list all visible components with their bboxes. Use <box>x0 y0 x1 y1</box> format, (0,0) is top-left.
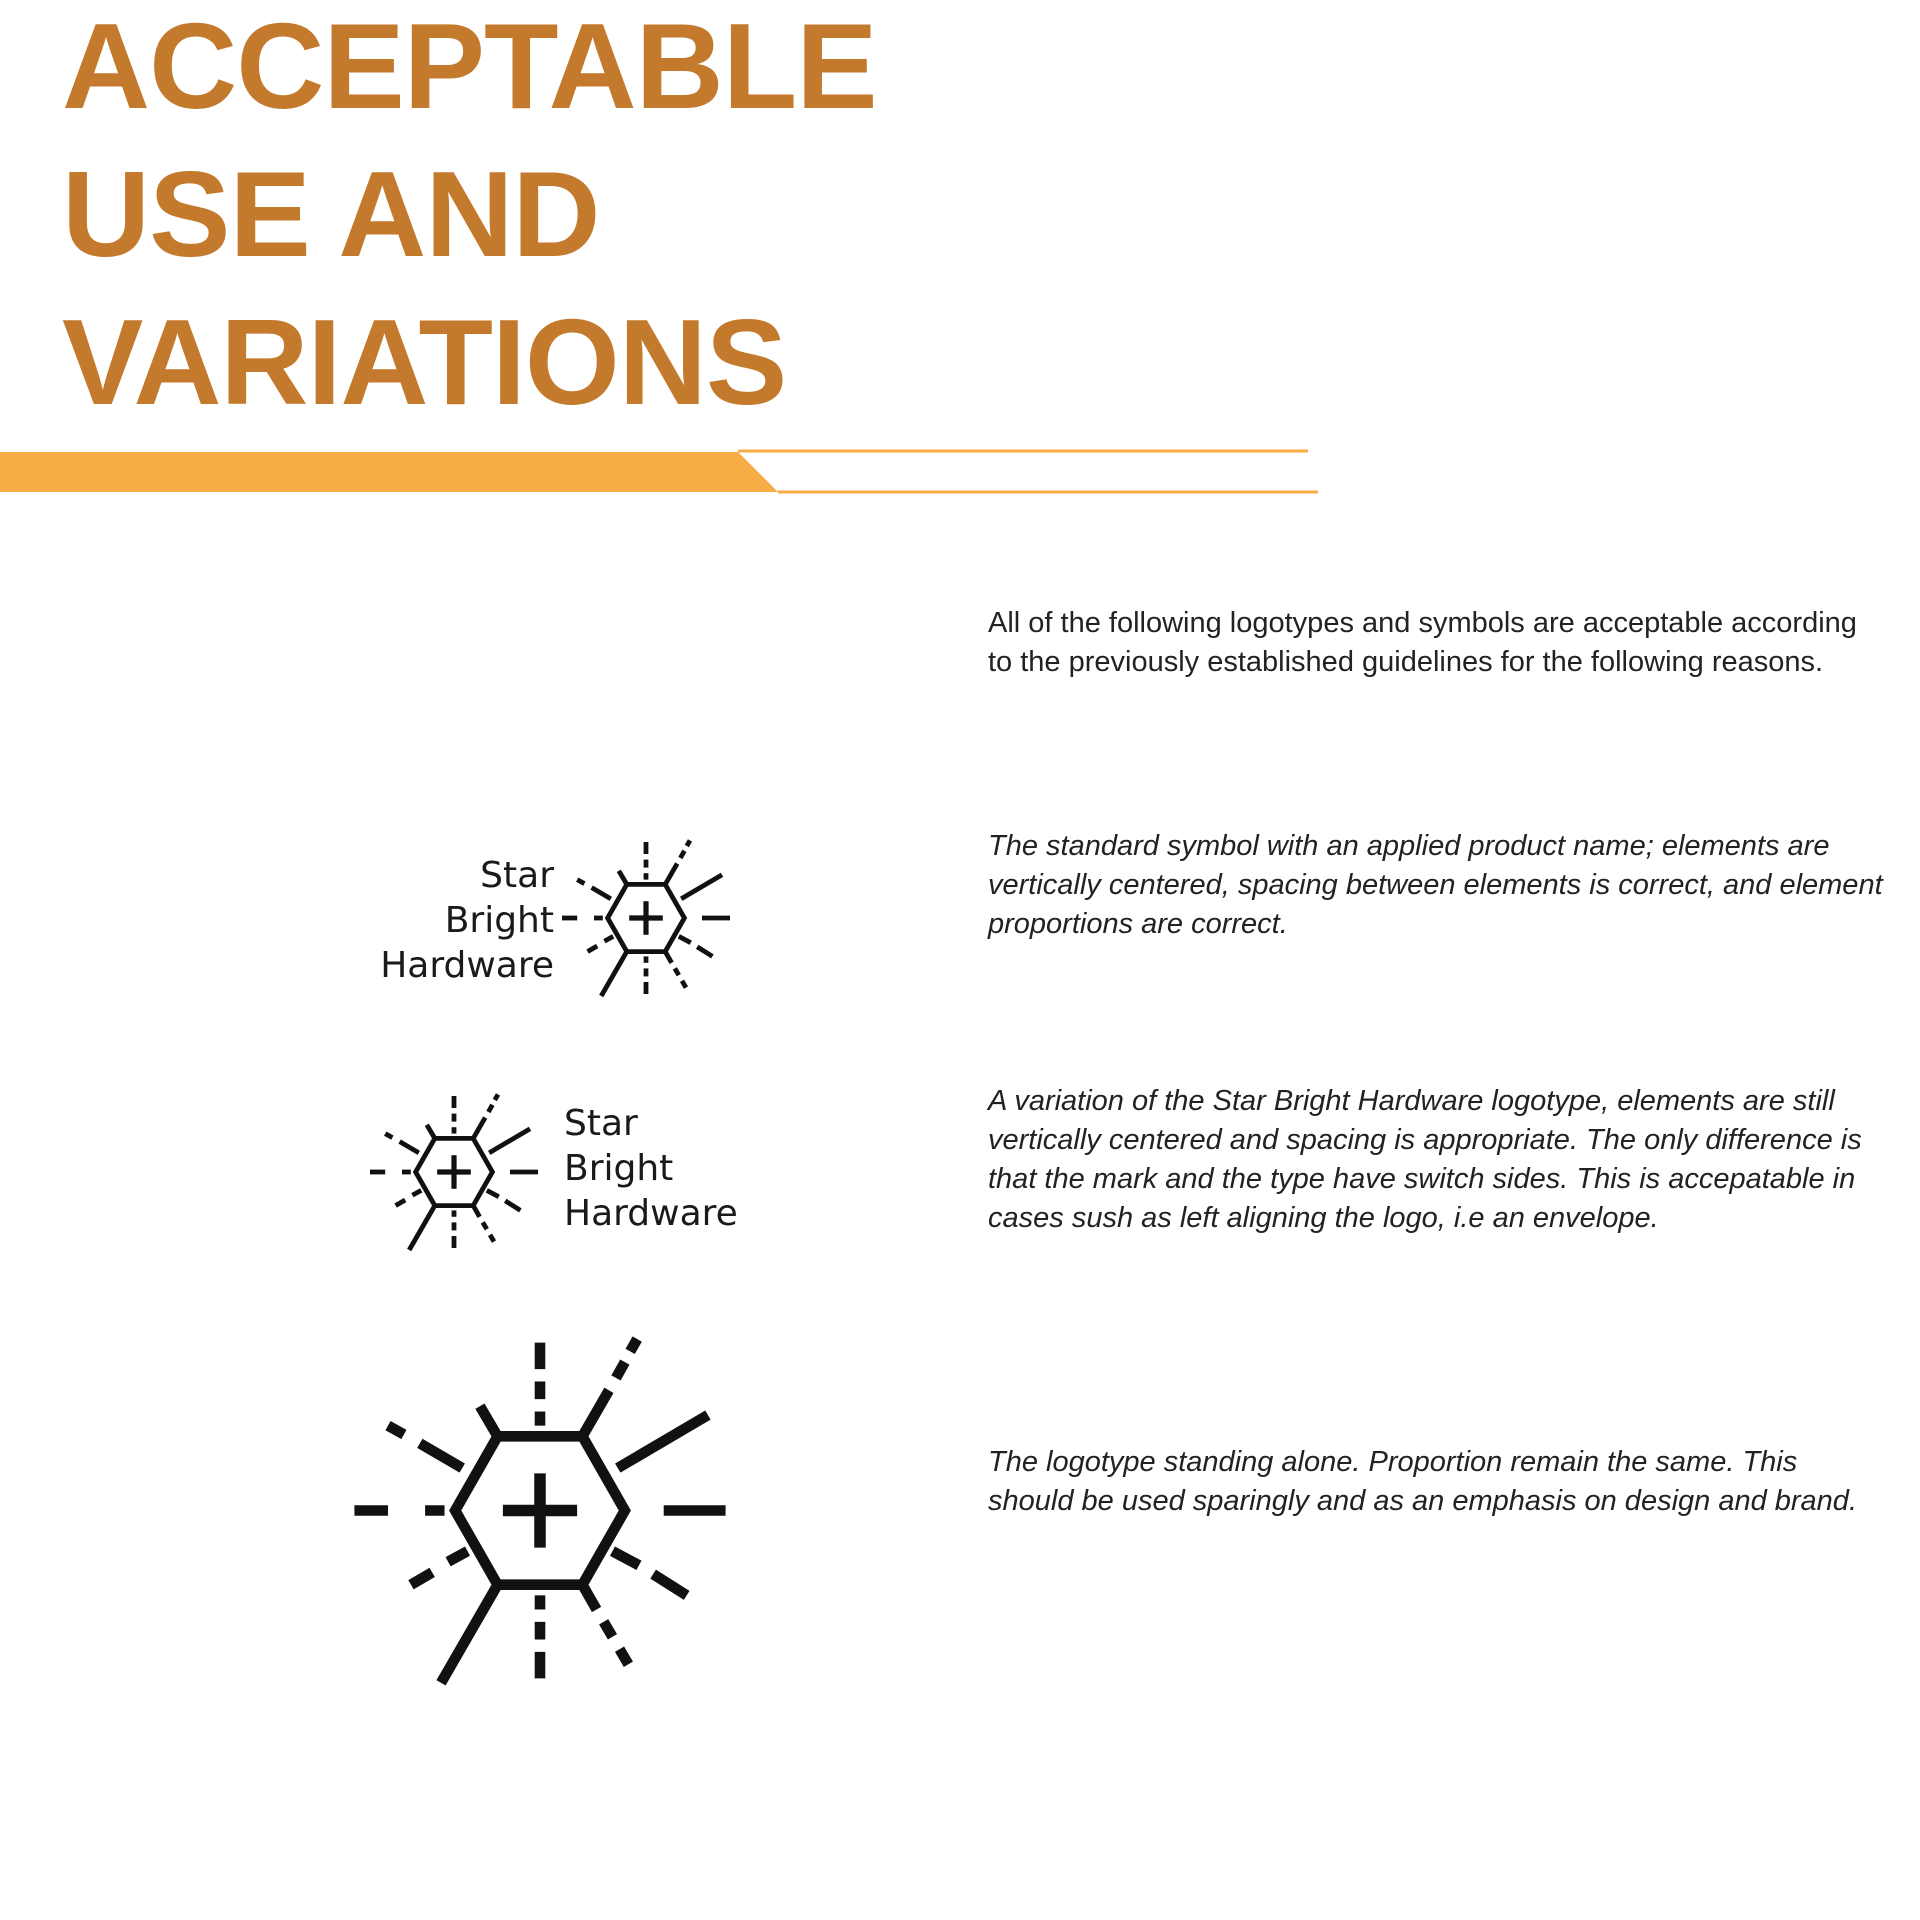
variation-description-switched: A variation of the Star Bright Hardware logotype, elements are still vertically centered and spacing is appropriate. The only difference is that the mark and the type have switch sides. This is accepatable in cases sush as left aligning the logo, i.e an envelope. <box>988 1085 1862 1234</box>
variation-description-standard: The standard symbol with an applied product name; elements are vertically centered, spacing between elements is correct, and element proportions are correct. <box>988 830 1883 940</box>
intro-paragraph: All of the following logotypes and symbols are acceptable according to the previously established guidelines for the following reasons. <box>988 607 1857 678</box>
logotype-text-standard <box>380 853 554 988</box>
accent-bar <box>0 452 778 492</box>
star-hexagon-plus-icon <box>560 838 732 998</box>
star-hexagon-plus-icon <box>350 1333 730 1688</box>
page-title-line-2: USE AND <box>62 146 600 282</box>
logotype-line-bright: Bright <box>444 900 554 941</box>
variation-description-standalone: The logotype standing alone. Proportion remain the same. This should be used sparingly and as an emphasis on design and brand. <box>988 1446 1857 1517</box>
logotype-line-star: Star <box>480 855 554 896</box>
logotype-line-star: Star <box>564 1103 638 1144</box>
page-title-line-3: VARIATIONS <box>62 294 787 430</box>
logotype-line-hardware: Hardware <box>380 945 554 986</box>
star-hexagon-plus-icon <box>368 1092 540 1252</box>
logotype-line-hardware: Hardware <box>564 1193 738 1234</box>
page-title <box>62 0 877 436</box>
accent-divider <box>0 440 1330 510</box>
logotype-text-switched <box>564 1101 738 1236</box>
page-title-line-1: ACCEPTABLE <box>62 0 877 134</box>
logotype-line-bright: Bright <box>564 1148 674 1189</box>
